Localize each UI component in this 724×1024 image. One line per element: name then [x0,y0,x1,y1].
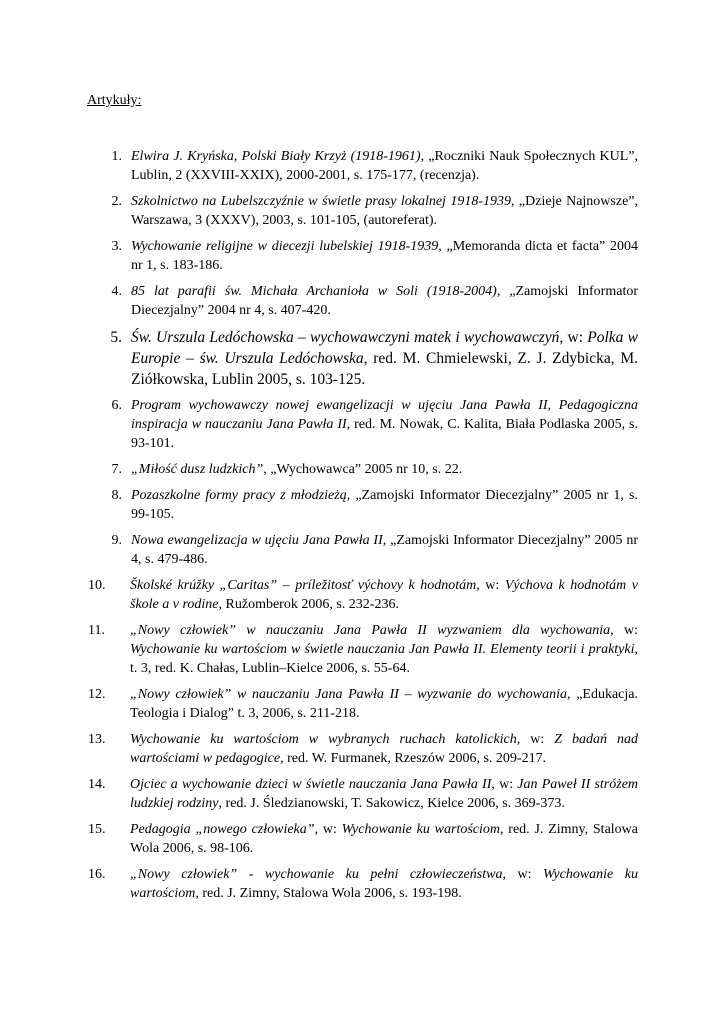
item-number: 15. [88,822,106,837]
item-title-italic: Nowa ewangelizacja w ujęciu Jana Pawła II [131,533,383,548]
list-item [88,327,638,390]
section-heading: Artykuły: [87,93,142,108]
item-number: 14. [88,777,106,792]
item-number: 8. [111,488,122,503]
list-item [88,576,638,614]
item-title-italic: Wychowanie religijne w diecezji lubelskiej 1918-1939, [131,239,442,254]
item-text: , red. W. Furmanek, Rzeszów 2006, s. 209-217. [280,751,547,766]
item-text: , w: [502,867,544,882]
item-text: „Zamojski Informator Diecezjalny” 2004 nr 4, s. 407-420. [131,284,638,318]
item-text: , „Wychowawca” 2005 nr 10, s. 22. [263,462,463,477]
list-item [88,531,638,569]
item-text: , „Zamojski Informator Diecezjalny” 2005 nr 4, s. 479-486. [131,533,638,567]
item-title-italic: Pedagogia „nowego człowieka” [130,822,315,837]
item-number: 3. [111,239,122,254]
list-item [88,460,638,479]
item-title-italic: Ojciec a wychowanie dzieci w świetle nauczania Jana Pawła II [130,777,492,792]
item-text: , Ružomberok 2006, s. 232-236. [218,597,399,612]
list-item [88,775,638,813]
item-text: , red. M. Nowak, C. Kalita, Biała Podlaska 2005, s. 93-101. [131,417,638,451]
list-item [88,621,638,678]
item-text: , red. J. Śledzianowski, T. Sakowicz, Kielce 2006, s. 369-373. [218,796,565,811]
item-text: , w: [610,623,639,638]
item-title-italic: Elwira J. Kryńska, Polski Biały Krzyż (1918-1961), [131,149,425,164]
item-number: 2. [111,194,122,209]
item-title-italic: Pedagogiczna inspiracja w nauczaniu Jana Pawła II [131,398,639,432]
item-title-italic: „Miłość dusz ludzkich” [131,462,264,477]
item-title-italic: „Nowy człowiek” w nauczaniu Jana Pawła II – wyzwanie do wychowania [130,687,568,702]
list-item [88,147,638,185]
item-number: 4. [111,284,122,299]
item-title-italic: Wychowanie ku wartościom w wybranych ruchach katolickich [130,732,517,747]
item-number: 5. [110,329,122,346]
list-item [88,282,638,320]
item-text: , w: [476,578,505,593]
item-text: „Memoranda dicta et facta” 2004 nr 1, s. 183-186. [131,239,638,273]
item-text: „Zamojski Informator Diecezjalny” 2005 nr 1, s. 99-105. [131,488,638,522]
list-item [88,865,638,903]
item-title-italic: Program wychowawczy nowej ewangelizacji w ujęciu Jana Pawła II [131,398,548,413]
item-title-italic: Výchova k hodnotám v škole a v rodine [130,578,639,612]
list-item [88,730,638,768]
item-title-italic: Pozaszkolne formy pracy z młodzieżą, [131,488,351,503]
item-number: 6. [111,398,122,413]
item-title-italic: Wychowanie ku wartościom w świetle nauczania Jan Pawła II. Elementy teorii i praktyki [130,642,635,657]
item-number: 9. [111,533,122,548]
list-item [88,486,638,524]
item-title-italic: Jan Paweł II stróżem ludzkiej rodziny [130,777,639,811]
item-text: , [547,398,559,413]
item-title-italic: Szkolnictwo na Lubelszczyźnie w świetle prasy lokalnej 1918-1939, [131,194,515,209]
list-item [88,685,638,723]
list-item [88,237,638,275]
item-number: 16. [88,867,106,882]
item-text: w: [563,329,588,346]
item-number: 1. [111,149,122,164]
item-text: „Dzieje Najnowsze”, Warszawa, 3 (XXXV), 2003, s. 101-105, (autoreferat). [131,194,638,228]
list-item [88,192,638,230]
item-title-italic: Wychowanie ku wartościom [130,867,639,901]
item-text: , w: [314,822,342,837]
item-number: 10. [88,578,106,593]
item-text: , red. J. Zimny, Stalowa Wola 2006, s. 98-106. [130,822,638,856]
item-text: , red. J. Zimny, Stalowa Wola 2006, s. 193-198. [195,886,462,901]
item-text: , red. M. Chmielewski, Z. J. Zdybicka, M. Ziółkowska, Lublin 2005, s. 103-125. [131,350,638,388]
item-text: , „Edukacja. Teologia i Dialog” t. 3, 2006, s. 211-218. [130,687,638,721]
articles-list [88,147,638,910]
item-number: 13. [88,732,106,747]
list-item [88,396,638,453]
list-item [88,820,638,858]
item-text: , t. 3, red. K. Chałas, Lublin–Kielce 2006, s. 55-64. [130,642,638,676]
item-title-italic: Školské krúžky „Caritas” – príležitosť výchovy k hodnotám [130,578,477,593]
item-text: , w: [516,732,555,747]
item-title-italic: Polka w Europie – św. Urszula Ledóchowska [131,329,638,367]
item-title-italic: 85 lat parafii św. Michała Archanioła w Soli (1918-2004), [131,284,501,299]
item-title-italic: „Nowy człowiek” w nauczaniu Jana Pawła II wyzwaniem dla wychowania [130,623,611,638]
item-text: , w: [491,777,518,792]
item-title-italic: „Nowy człowiek” - wychowanie ku pełni człowieczeństwa [130,867,503,882]
item-title-italic: Z badań nad wartościami w pedagogice [130,732,638,766]
item-number: 11. [88,623,105,638]
item-text: „Roczniki Nauk Społecznych KUL”, Lublin, 2 (XXVIII-XXIX), 2000-2001, s. 175-177, (recenzja). [131,149,638,183]
item-title-italic: Wychowanie ku wartościom [341,822,501,837]
item-title-italic: Św. Urszula Ledóchowska – wychowawczyni matek i wychowawczyń, [131,329,564,346]
item-number: 12. [88,687,106,702]
item-number: 7. [111,462,122,477]
